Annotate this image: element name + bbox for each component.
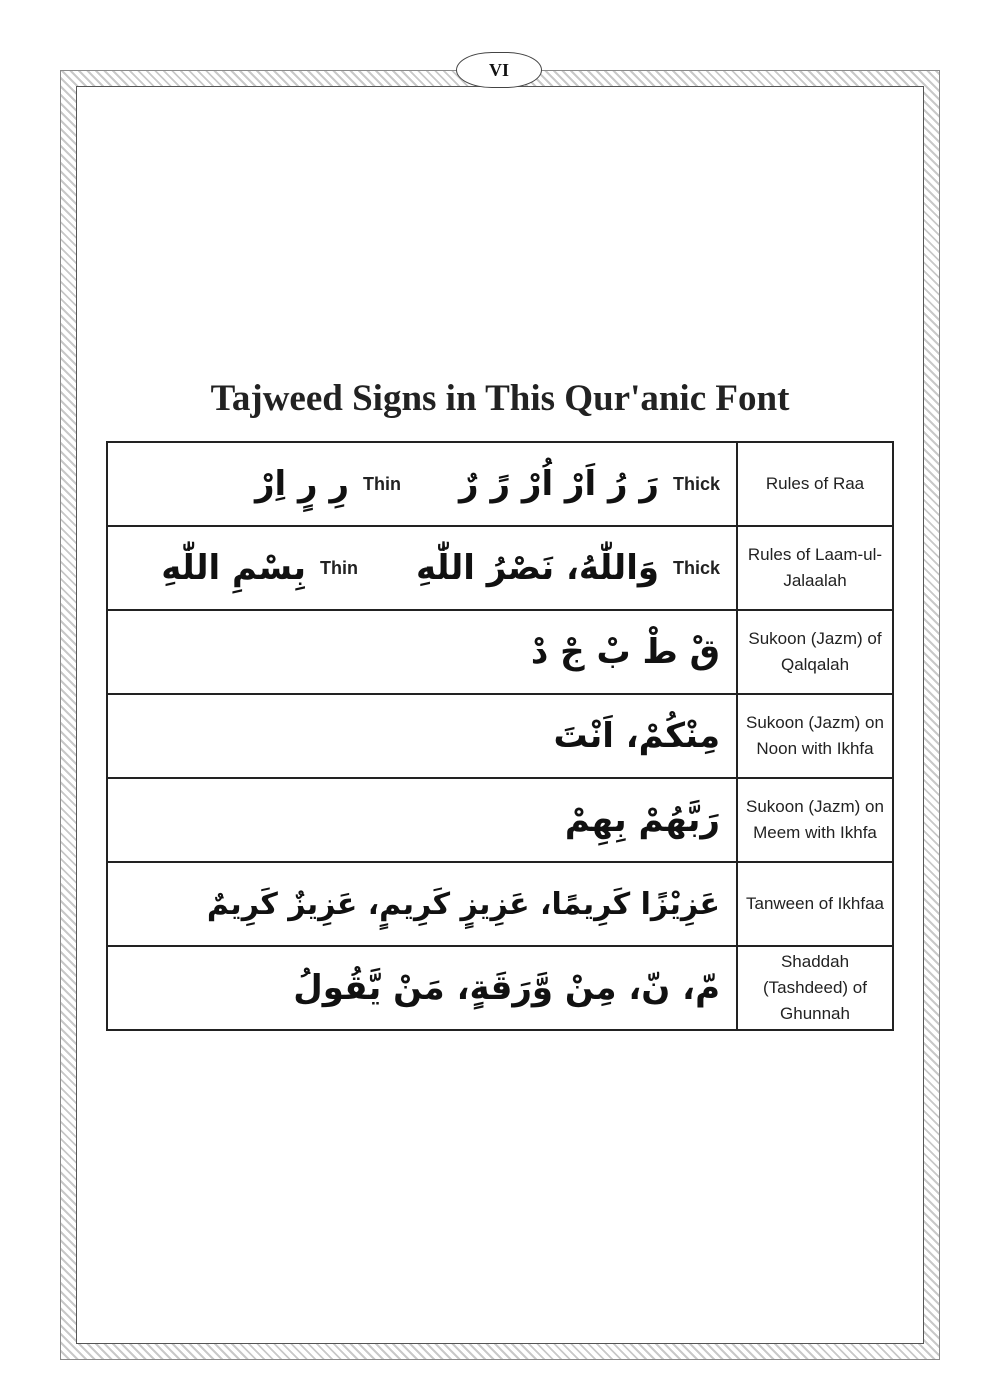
- table-row: [107, 610, 893, 694]
- table-row: [107, 526, 893, 610]
- arabic-example: مِنْكُمْ، اَنْتَ: [553, 716, 720, 756]
- rule-cell: Sukoon (Jazm) on Meem with Ikhfa: [737, 778, 893, 862]
- thin-label: Thin: [320, 557, 358, 578]
- table-row: [107, 946, 893, 1030]
- thick-example: رَ رُ اَرْ اُرْ رً رٌ: [459, 464, 659, 504]
- example-cell: [107, 610, 737, 694]
- table-row: [107, 442, 893, 526]
- arabic-example: عَزِيْزًا كَرِيمًا، عَزِيزٍ كَرِيمٍ، عَزِيزٌ كَرِيمٌ: [206, 886, 720, 922]
- example-cell: [107, 778, 737, 862]
- page-title: Tajweed Signs in This Qur'anic Font: [210, 378, 790, 419]
- thick-example: وَاللّٰهُ، نَصْرُ اللّٰهِ: [416, 548, 659, 588]
- example-cell: [107, 694, 737, 778]
- table-row: [107, 862, 893, 946]
- tajweed-signs-table: [106, 441, 894, 1031]
- thick-label: Thick: [672, 473, 720, 494]
- thick-label: Thick: [672, 557, 720, 578]
- rule-cell: Rules of Laam-ul-Jalaalah: [737, 526, 893, 610]
- rule-cell: Shaddah (Tashdeed) of Ghunnah: [737, 946, 893, 1030]
- thin-label: Thin: [363, 473, 402, 494]
- arabic-example: قْ طْ بْ جْ دْ: [530, 632, 720, 672]
- page-number-badge: [456, 52, 542, 88]
- rule-cell: Rules of Raa: [737, 442, 893, 526]
- thin-example: رِ رٍ اِرْ: [254, 464, 350, 504]
- arabic-example: رَبَّهُمْ بِهِمْ: [564, 800, 720, 840]
- rule-cell: Sukoon (Jazm) on Noon with Ikhfa: [737, 694, 893, 778]
- page-number: VI: [488, 59, 509, 80]
- example-cell: [107, 862, 737, 946]
- thin-example: بِسْمِ اللّٰهِ: [161, 548, 306, 588]
- arabic-example: مّ، نّ، مِنْ وَّرَقَةٍ، مَنْ يَّقُولُ: [293, 968, 720, 1008]
- example-cell: [107, 442, 737, 526]
- rule-cell: Tanween of Ikhfaa: [737, 862, 893, 946]
- table-row: [107, 778, 893, 862]
- example-cell: [107, 526, 737, 610]
- example-cell: [107, 946, 737, 1030]
- table-row: [107, 694, 893, 778]
- rule-cell: Sukoon (Jazm) of Qalqalah: [737, 610, 893, 694]
